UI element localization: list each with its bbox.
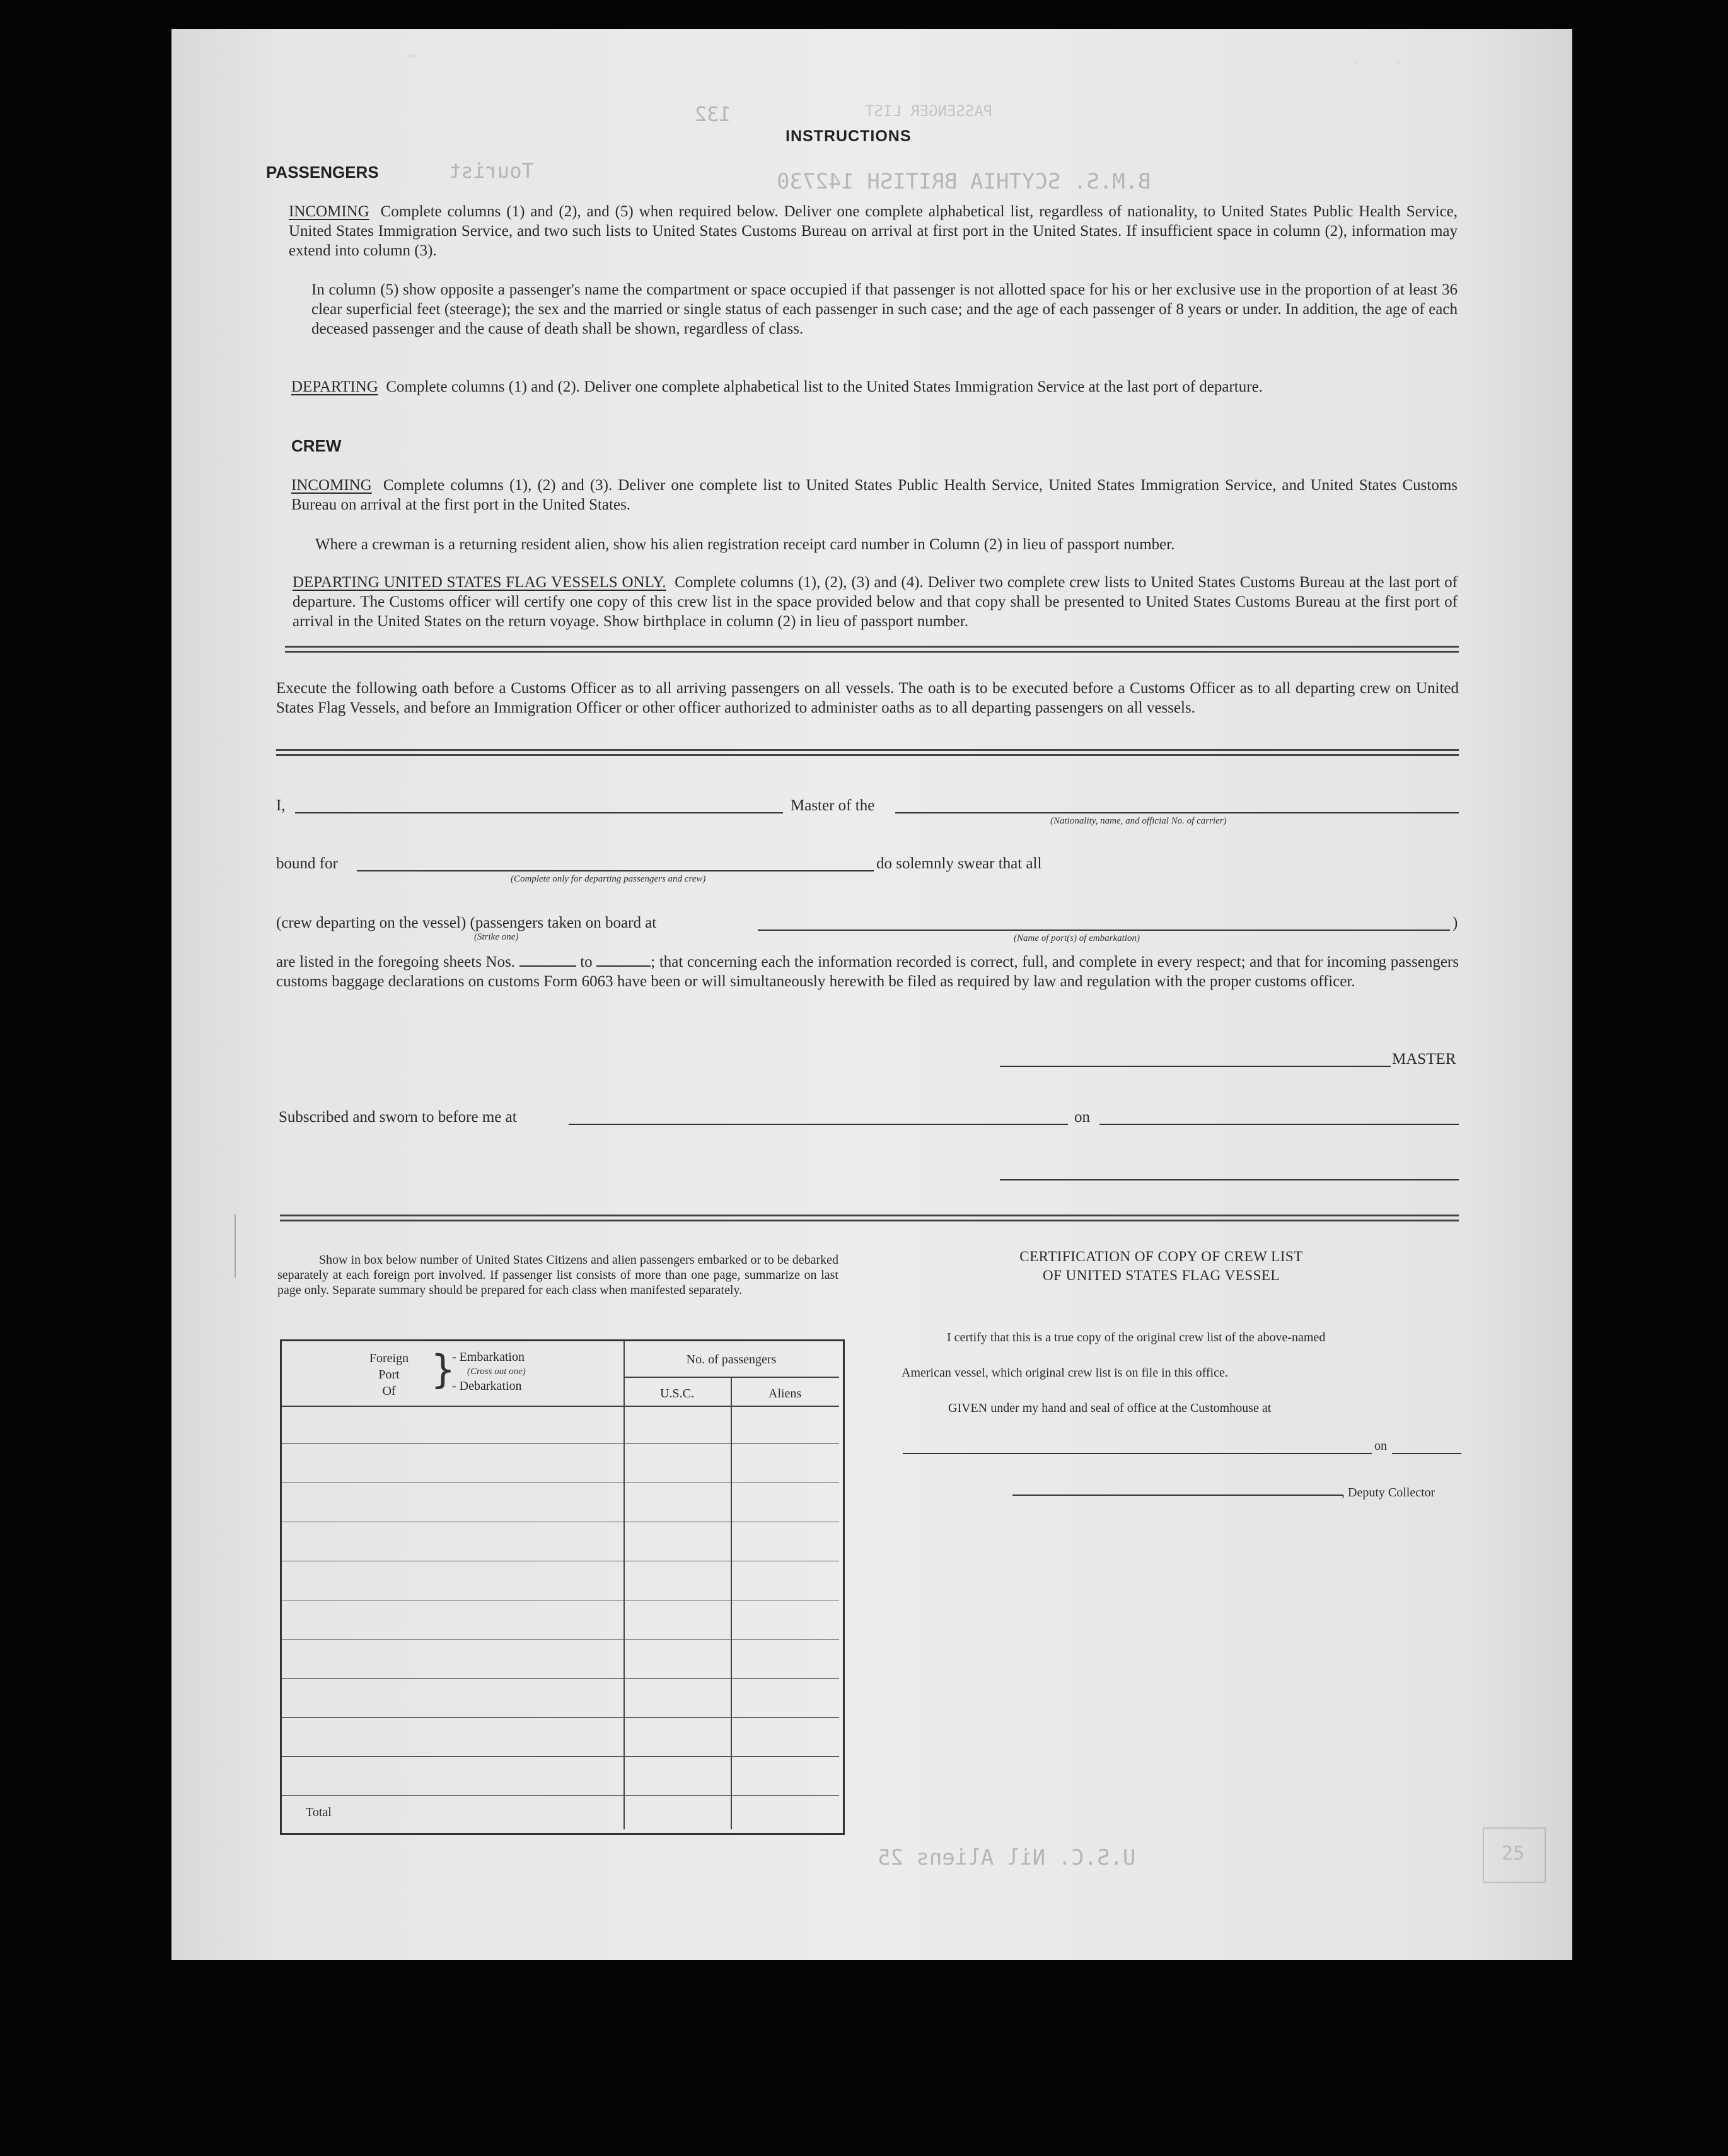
sheet-to-field[interactable] (596, 965, 651, 967)
summary-instructions: Show in box below number of United States Citizens and alien passengers embarked or to be debarked separately at each foreign port involved. If passenger list consists of more than one page, summarize on last page only. Separate summary should be prepared for each class when manifested separately. (277, 1253, 838, 1297)
crew-departing-text: Complete columns (1), (2), (3) and (4). Deliver two complete crew lists to United States Customs Bureau at the last port of departure. The Customs officer will certify one copy of this crew list in the space provided below and that copy shall be presented to United States Customs Bureau at the first port of arrival in the United States on the return voyage. Show birthplace in column (2) in lieu of passport number. (293, 574, 1458, 630)
passengers-departing-text: Complete columns (1) and (2). Deliver one complete alphabetical list to the United States Immigration Service at the last port of departure. (386, 378, 1263, 395)
embarkation-port-field[interactable] (758, 929, 1450, 931)
passengers-incoming-text: Complete columns (1) and (2), and (5) when required below. Deliver one complete alphabetical list, regardless of nationality, to United States Public Health Service, United States Immigration Service, and two such lists to United States Customs Bureau on arrival at first port in the United States. If insufficient space in column (2), information may extend into column (3). (289, 203, 1458, 259)
bound-for-field[interactable] (357, 870, 874, 871)
listed-statement (276, 952, 1459, 991)
bleed-through-text: 132 (695, 102, 731, 126)
bleed-through-text: B.M.S. SCYTHIA BRITISH 142730 (777, 169, 1151, 194)
table-row-line (282, 1795, 839, 1796)
page-title: INSTRUCTIONS (786, 127, 912, 145)
scan-mark (235, 1215, 255, 1278)
section-divider (280, 1215, 1459, 1221)
passengers-departing-label: DEPARTING (291, 378, 378, 395)
close-paren: ) (1453, 914, 1458, 931)
debarkation-option: - Debarkation (452, 1379, 522, 1393)
page-number-box (1483, 1827, 1546, 1883)
table-row-line (282, 1678, 839, 1679)
strike-caption: (Strike one) (474, 932, 519, 942)
table-row-line (282, 1756, 839, 1757)
crew-incoming-label: INCOMING (291, 477, 372, 494)
brace-symbol: } (431, 1346, 456, 1392)
section-divider (276, 749, 1459, 756)
sworn-location-field[interactable] (569, 1124, 1068, 1125)
column5-instructions: In column (5) show opposite a passenger's name the compartment or space occupied if that passenger is not allotted space for his or her exclusive use in the proportion of at least 36 clear superficial feet (steerage); the sex and the married or single status of each passenger in such case; and the age of each passenger of 8 years or under. In addition, the age of each deceased passenger and the cause of death shall be shown, regardless of class. (311, 281, 1458, 337)
embark-caption: (Name of port(s) of embarkation) (1014, 933, 1140, 943)
sworn-date-field[interactable] (1099, 1124, 1459, 1125)
of-label: Of (382, 1384, 396, 1398)
scan-speck (1422, 62, 1426, 66)
cert-date-field[interactable] (1392, 1453, 1461, 1454)
scan-speck (1354, 61, 1358, 64)
officer-signature-field[interactable] (1000, 1179, 1459, 1180)
sheet-from-field[interactable] (519, 965, 576, 967)
deputy-collector-label: , Deputy Collector (1342, 1486, 1435, 1500)
bound-caption: (Complete only for departing passengers and crew) (511, 874, 706, 884)
certify-text-1: I certify that this is a true copy of the original crew list of the above-named (947, 1331, 1326, 1344)
listed-to: to (580, 953, 593, 970)
column-divider (731, 1377, 732, 1829)
foreign-port-label (339, 1350, 439, 1399)
cert-on-label: on (1374, 1439, 1387, 1453)
swear-text: do solemnly swear that all (876, 855, 1042, 872)
total-label: Total (306, 1805, 332, 1819)
certification-title-2: OF UNITED STATES FLAG VESSEL (1043, 1267, 1280, 1283)
oath-intro: Execute the following oath before a Customs Officer as to all arriving passengers on all vessels. The oath is to be executed before a Customs Officer as to all departing crew on United States Flag Vessels, and before an Immigration Officer or other officer authorized to administer oaths as to all departing passengers on all vessels. (276, 680, 1459, 716)
deputy-signature-field[interactable] (1012, 1495, 1343, 1496)
listed-text-2: ; that concerning each the information recorded is correct, full, and complete in every respect; and that for incoming passengers customs baggage declarations on customs Form 6063 have been or will simultaneously herewith be filed as required by law and regulation with the proper customs officer. (276, 953, 1459, 990)
passengers-incoming (289, 202, 1458, 260)
page-number: 25 (1502, 1843, 1525, 1865)
bleed-through-text: U.S.C. Nil Aliens 25 (878, 1845, 1136, 1870)
oath-i-label: I, (276, 797, 286, 814)
master-signature-field[interactable] (1000, 1066, 1391, 1067)
port-label: Port (378, 1368, 400, 1382)
crew-heading: CREW (291, 436, 342, 455)
scan-speck (409, 54, 417, 58)
carrier-caption: (Nationality, name, and official No. of carrier) (1050, 816, 1227, 826)
passengers-heading: PASSENGERS (266, 163, 379, 182)
crew-departing-label: DEPARTING UNITED STATES FLAG VESSELS ONLY. (293, 574, 666, 591)
table-row-line (282, 1406, 839, 1407)
crew-incoming-text: Complete columns (1), (2) and (3). Deliver one complete list to United States Public Health Service, United States Immigration Service, and United States Customs Bureau on arrival at the first port in the United States. (291, 477, 1458, 513)
no-passengers-header: No. of passengers (686, 1353, 777, 1366)
sworn-on-label: on (1074, 1109, 1090, 1126)
scan-speck (1521, 126, 1525, 131)
certify-text-2: American vessel, which original crew list is on file in this office. (902, 1366, 1228, 1380)
given-text: GIVEN under my hand and seal of office at the Customhouse at (948, 1401, 1272, 1415)
crew-incoming (291, 475, 1458, 515)
master-name-field[interactable] (295, 812, 783, 813)
certification-title-1: CERTIFICATION OF COPY OF CREW LIST (1019, 1249, 1303, 1264)
crew-departing-text: (crew departing on the vessel) (passengers taken on board at (276, 914, 657, 931)
usc-header: U.S.C. (660, 1387, 694, 1401)
embarkation-option: - Embarkation (452, 1350, 525, 1364)
bleed-through-text: PASSENGER LIST (865, 102, 993, 120)
table-row-line (282, 1639, 839, 1640)
form-sheet (171, 29, 1572, 1960)
foreign-label: Foreign (369, 1351, 409, 1365)
subscribed-label: Subscribed and sworn to before me at (279, 1109, 517, 1126)
passenger-summary-box (280, 1339, 845, 1835)
bound-for-label: bound for (276, 855, 338, 872)
crew-alien-note: Where a crewman is a returning resident alien, show his alien registration receipt card number in Column (2) in lieu of passport number. (315, 536, 1175, 553)
header-divider (623, 1377, 839, 1378)
passengers-departing (291, 377, 1458, 397)
bleed-through-text: Tourist (449, 159, 534, 183)
cross-out-caption: (Cross out one) (467, 1366, 526, 1377)
passengers-incoming-label: INCOMING (289, 203, 369, 220)
section-divider (285, 646, 1459, 653)
master-label: MASTER (1392, 1051, 1456, 1068)
customhouse-field[interactable] (903, 1453, 1372, 1454)
scan-speck (1396, 61, 1400, 64)
master-of-label: Master of the (791, 797, 875, 814)
crew-departing (293, 573, 1458, 631)
listed-text-1: are listed in the foregoing sheets Nos. (276, 953, 516, 970)
table-row-line (282, 1717, 839, 1718)
carrier-field[interactable] (895, 812, 1459, 813)
table-row-line (282, 1443, 839, 1444)
aliens-header: Aliens (768, 1387, 802, 1401)
